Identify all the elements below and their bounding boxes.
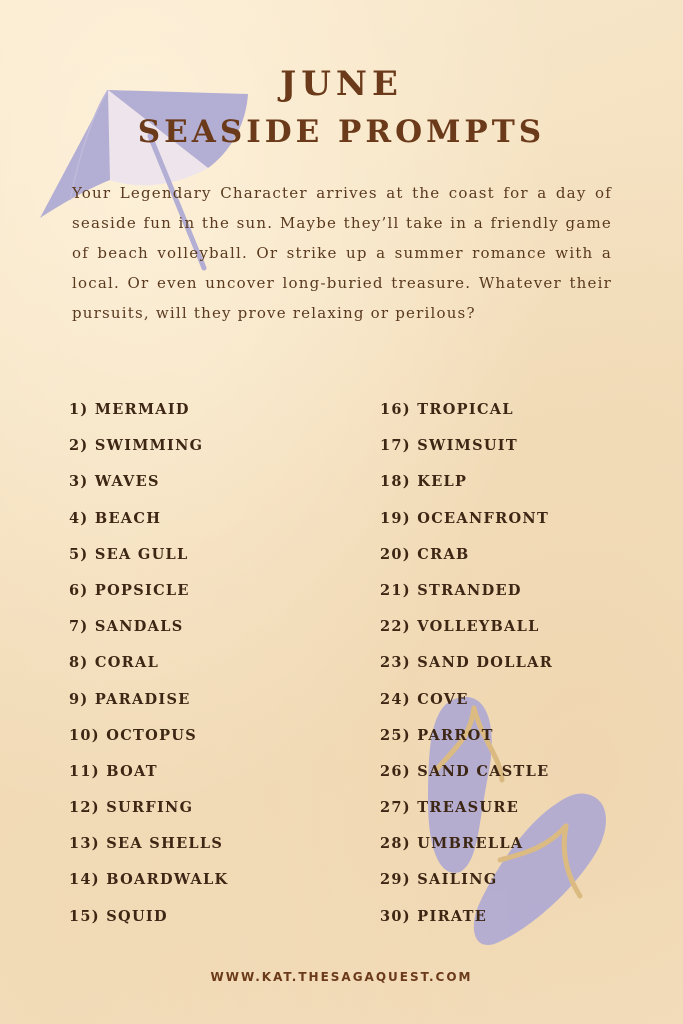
prompt-list-left <box>69 397 359 940</box>
prompt-item: 25) PARROT <box>380 726 494 744</box>
prompt-item: 17) SWIMSUIT <box>380 437 518 455</box>
prompt-item: 11) BOAT <box>69 762 158 780</box>
prompt-list-right <box>380 397 660 940</box>
prompt-item: 26) SAND CASTLE <box>380 762 550 780</box>
prompt-item: 5) SEA GULL <box>69 545 189 563</box>
prompt-item: 2) SWIMMING <box>69 437 204 455</box>
prompt-item: 6) POPSICLE <box>69 581 190 599</box>
prompt-item: 19) OCEANFRONT <box>380 509 550 527</box>
prompt-item: 15) SQUID <box>69 907 168 925</box>
prompt-item: 9) PARADISE <box>69 690 191 708</box>
prompt-item: 21) STRANDED <box>380 581 522 599</box>
prompt-item: 3) WAVES <box>69 473 160 491</box>
intro-paragraph: Your Legendary Character arrives at the coast for a day of seaside fun in the sun. Maybe they’ll take in a friendly game of beach volleyball. Or strike up a summer romance with a local. Or even uncover long-buried treasure. Whatever their pursuits, will they prove relaxing or perilous? <box>72 184 612 322</box>
prompt-item: 1) MERMAID <box>69 401 190 418</box>
prompt-item: 24) COVE <box>380 690 469 708</box>
prompt-item: 20) CRAB <box>380 545 470 563</box>
prompt-item: 27) TREASURE <box>380 799 520 817</box>
prompt-item: 10) OCTOPUS <box>69 726 197 744</box>
prompt-item: 8) CORAL <box>69 654 160 672</box>
prompt-item: 13) SEA SHELLS <box>69 835 224 853</box>
prompt-item: 12) SURFING <box>69 799 194 817</box>
prompt-item: 29) SAILING <box>380 871 498 889</box>
title-theme: SEASIDE PROMPTS <box>137 114 546 150</box>
prompt-item: 14) BOARDWALK <box>69 871 229 889</box>
prompt-item: 4) BEACH <box>69 509 162 527</box>
prompt-item: 7) SANDALS <box>69 618 184 636</box>
prompt-item: 16) TROPICAL <box>380 401 514 418</box>
prompt-item: 18) KELP <box>380 473 468 491</box>
footer-website-link[interactable]: WWW.KAT.THESAGAQUEST.COM <box>210 970 473 984</box>
prompt-item: 22) VOLLEYBALL <box>380 618 540 636</box>
prompt-item: 28) UMBRELLA <box>380 835 524 853</box>
title-month: JUNE <box>280 64 403 104</box>
prompt-item: 23) SAND DOLLAR <box>380 654 554 672</box>
prompt-item: 30) PIRATE <box>380 907 488 925</box>
